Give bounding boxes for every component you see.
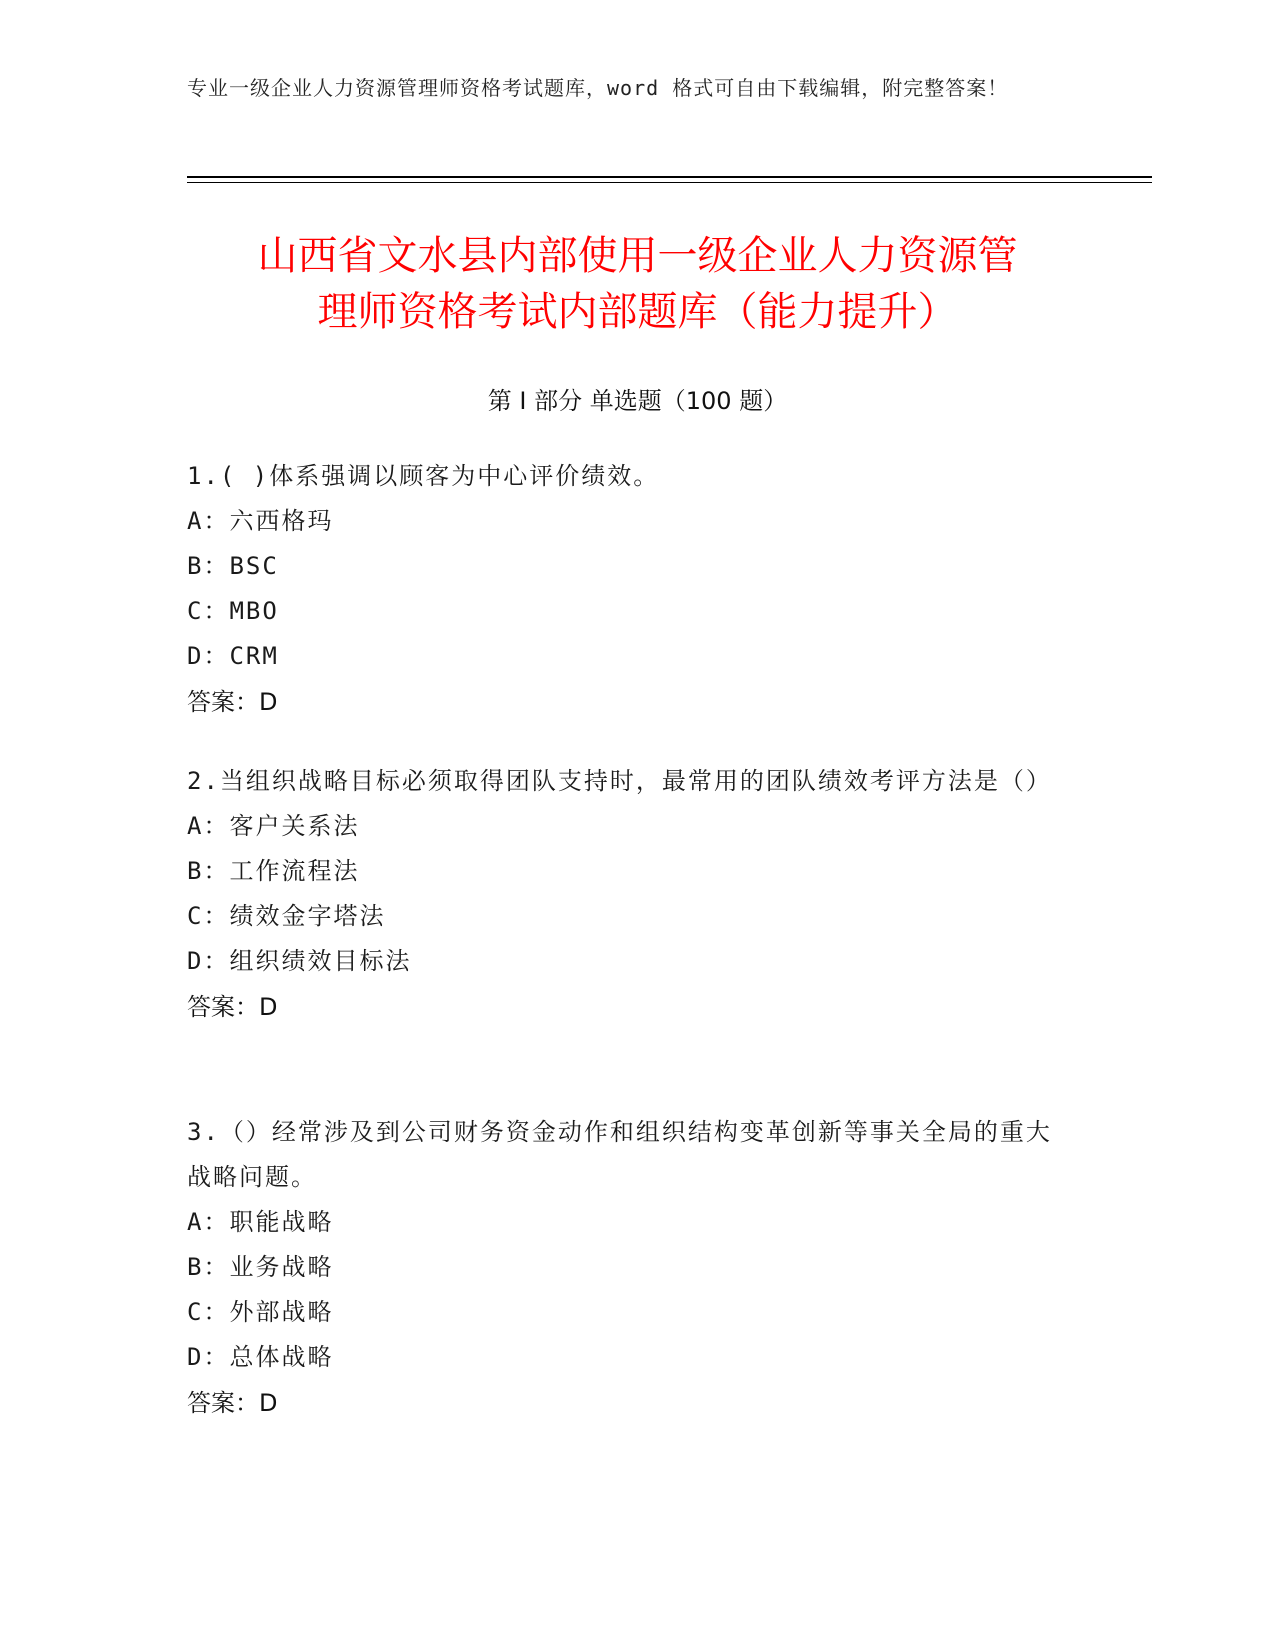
question-3 (187, 1110, 1067, 1426)
option-c: C：MBO (187, 597, 279, 625)
question-2 (187, 759, 1067, 1030)
answer: 答案：D (187, 993, 278, 1021)
answer: 答案：D (187, 688, 278, 716)
option-d: D：CRM (187, 642, 279, 670)
option-d: D：总体战略 (187, 1343, 334, 1371)
option-a: A：六西格玛 (187, 507, 334, 535)
option-b: B：业务战略 (187, 1253, 334, 1281)
document-title-line-1: 山西省文水县内部使用一级企业人力资源管 (257, 233, 1018, 279)
header-note: 专业一级企业人力资源管理师资格考试题库，word 格式可自由下载编辑，附完整答案！ (187, 76, 1009, 100)
question-stem: 3.（）经常涉及到公司财务资金动作和组织结构变革创新等事关全局的重大战略问题。 (187, 1118, 1052, 1191)
option-b: B：工作流程法 (187, 857, 360, 885)
option-a: A：职能战略 (187, 1208, 334, 1236)
question-stem: 1.( )体系强调以顾客为中心评价绩效。 (187, 462, 660, 490)
option-c: C：绩效金字塔法 (187, 902, 386, 930)
header-rule-thin (187, 182, 1152, 183)
option-b: B：BSC (187, 552, 279, 580)
option-a: A：客户关系法 (187, 812, 360, 840)
question-stem: 2.当组织战略目标必须取得团队支持时，最常用的团队绩效考评方法是（） (187, 767, 1052, 795)
document-title-line-2: 理师资格考试内部题库（能力提升） (317, 289, 958, 335)
answer: 答案：D (187, 1389, 278, 1417)
section-title: 第 I 部分 单选题（100 题） (487, 387, 788, 415)
document-title (150, 228, 1125, 340)
option-d: D：组织绩效目标法 (187, 947, 412, 975)
question-1 (187, 454, 1067, 725)
option-c: C：外部战略 (187, 1298, 334, 1326)
header-rule-thick (187, 176, 1152, 178)
